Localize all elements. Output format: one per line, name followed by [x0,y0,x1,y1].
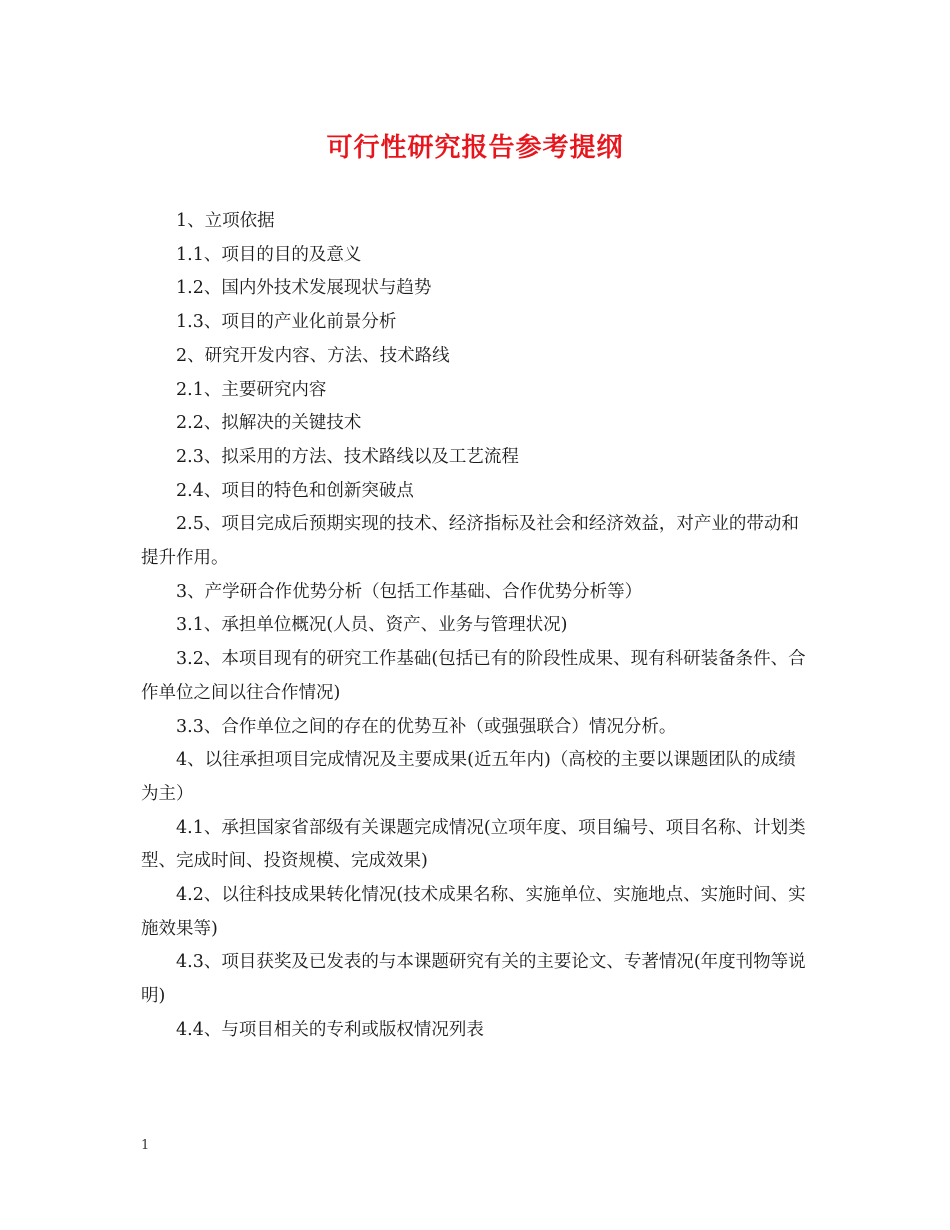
paragraph: 4.3、项目获奖及已发表的与本课题研究有关的主要论文、专著情况(年度刊物等说明) [141,952,806,1007]
paragraph: 1.2、国内外技术发展现状与趋势 [176,278,432,299]
paragraph: 4.2、以往科技成果转化情况(技术成果名称、实施单位、实施地点、实施时间、实施效果等) [141,885,806,939]
paragraph: 3.1、承担单位概况(人员、资产、业务与管理状况) [176,615,568,636]
page-number: 1 [141,1138,150,1153]
paragraph: 3.2、本项目现有的研究工作基础(包括已有的阶段性成果、现有科研装备条件、合作单位之间以往合作情况) [141,649,806,703]
paragraph: 2.3、拟采用的方法、技术路线以及工艺流程 [176,446,519,467]
document-title: 可行性研究报告参考提纲 [326,133,624,163]
paragraph: 4.1、承担国家省部级有关课题完成情况(立项年度、项目编号、项目名称、计划类型、完成时间、投资规模、完成效果) [141,817,806,872]
paragraph: 2.5、项目完成后预期实现的技术、经济指标及社会和经济效益，对产业的带动和提升作用。 [141,514,799,569]
paragraph: 4、以往承担项目完成情况及主要成果(近五年内)（高校的主要以课题团队的成绩为主） [141,750,796,804]
paragraph: 2.4、项目的特色和创新突破点 [176,480,414,501]
paragraph: 2.2、拟解决的关键技术 [176,413,362,434]
paragraph: 2.1、主要研究内容 [176,379,327,400]
paragraph: 1.1、项目的目的及意义 [176,244,362,265]
paragraph: 3.3、合作单位之间的存在的优势互补（或强强联合）情况分析。 [176,716,677,737]
paragraph: 2、研究开发内容、方法、技术路线 [176,345,450,366]
paragraph: 1、立项依据 [176,211,275,231]
paragraph: 4.4、与项目相关的专利或版权情况列表 [176,1019,484,1040]
paragraph: 3、产学研合作优势分析（包括工作基础、合作优势分析等） [176,581,643,602]
paragraph: 1.3、项目的产业化前景分析 [176,312,397,333]
document-body [141,205,813,1048]
